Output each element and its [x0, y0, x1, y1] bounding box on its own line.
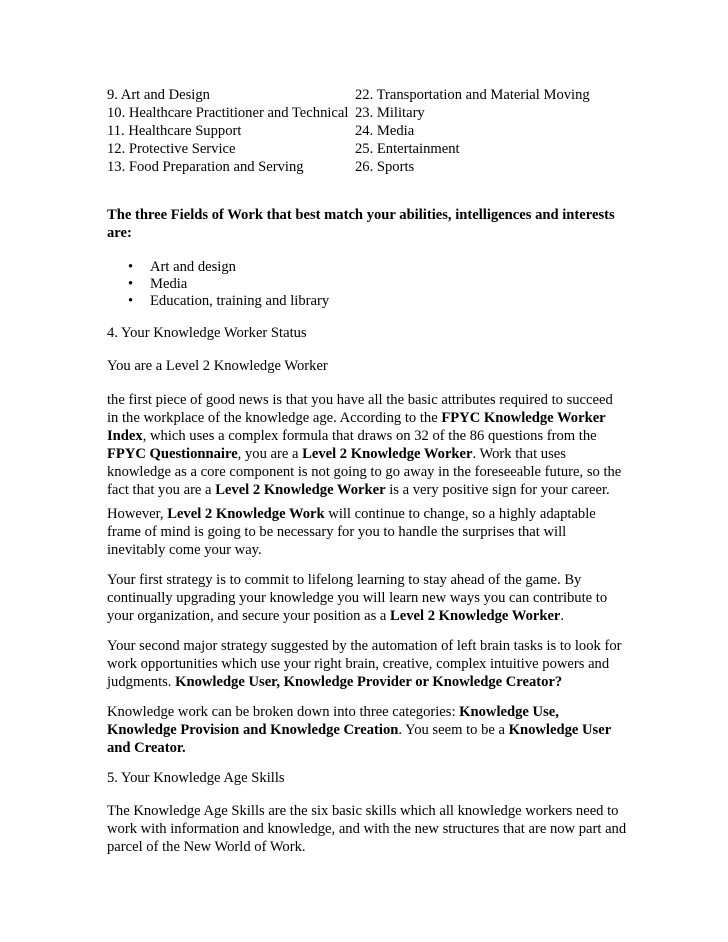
list-item [107, 86, 667, 104]
text-run: However, [107, 506, 168, 522]
field-item: 24. Media [355, 123, 415, 139]
text-run-bold: FPYC Questionnaire [107, 446, 238, 462]
bullet-icon: • [128, 276, 134, 292]
text-run: , which uses a complex formula that draws on 32 of the 86 questions from the [142, 428, 597, 444]
paragraph [107, 571, 627, 625]
section-5-heading: 5. Your Knowledge Age Skills [107, 770, 285, 786]
list-item [107, 122, 667, 140]
text-run-bold: Level 2 Knowledge Worker [390, 608, 561, 624]
text-run: Your second major strategy suggested by the automation of left brain tasks is to look for work opportunities which use your right brain, creative, complex intuitive powers and judgments. [107, 638, 622, 690]
fields-of-work-list [107, 86, 667, 176]
paragraph [107, 703, 627, 757]
fields-heading-line: are: [107, 225, 132, 241]
text-run: . You seem to be a [398, 722, 509, 738]
field-item: 25. Entertainment [355, 141, 460, 157]
text-run: . [560, 608, 565, 624]
paragraph [107, 637, 627, 691]
list-item [125, 258, 329, 275]
field-item: 22. Transportation and Material Moving [355, 87, 590, 103]
field-item: 9. Art and Design [107, 87, 210, 103]
list-item [107, 140, 667, 158]
text-run: Knowledge work can be broken down into three categories: [107, 704, 460, 720]
list-item-label: Education, training and library [150, 293, 330, 309]
paragraph [107, 505, 627, 559]
field-item: 26. Sports [355, 159, 415, 175]
text-run-bold: Level 2 Knowledge Work [167, 506, 325, 522]
text-run-bold: Knowledge Use, Knowledge Provision and Knowledge Creation [107, 704, 559, 738]
section-4-heading: 4. Your Knowledge Worker Status [107, 325, 307, 341]
text-run: the first piece of good news is that you have all the basic attributes required to succeed in the workplace of the knowledge age. According to the [107, 392, 613, 426]
fields-heading-line: The three Fields of Work that best match your abilities, intelligences and interests [107, 207, 615, 223]
paragraph [107, 391, 627, 499]
text-run: . Work that uses knowledge as a core component is not going to go away in the foreseeable future, so the fact that you are a [107, 446, 622, 498]
text-run-bold: Knowledge User and Creator. [107, 722, 611, 756]
text-run-bold: Level 2 Knowledge Worker [302, 446, 473, 462]
fields-heading [107, 206, 627, 242]
field-item: 23. Military [355, 105, 425, 121]
field-item: 11. Healthcare Support [107, 123, 242, 139]
bullet-icon: • [128, 259, 134, 275]
list-item [107, 104, 667, 122]
list-item [125, 275, 329, 292]
text-run: , you are a [237, 446, 303, 462]
paragraph: The Knowledge Age Skills are the six basic skills which all knowledge workers need to work with information and knowledge, and with the new structures that are now part and parcel of the New World of Work. [107, 803, 627, 855]
list-item [125, 292, 329, 309]
field-item: 10. Healthcare Practitioner and Technical [107, 105, 349, 121]
text-run-bold: FPYC Knowledge Worker Index [107, 410, 606, 444]
bullet-icon: • [128, 293, 134, 309]
text-run: is a very positive sign for your career. [385, 482, 610, 498]
top-fields-list [125, 258, 329, 309]
text-run: will continue to change, so a highly adaptable frame of mind is going to be necessary for you to handle the surprises that will inevitably come your way. [107, 506, 596, 558]
field-item: 12. Protective Service [107, 141, 236, 157]
text-run-bold: Level 2 Knowledge Worker [215, 482, 386, 498]
text-run-bold: Knowledge User, Knowledge Provider or Knowledge Creator? [175, 674, 563, 690]
list-item-label: Art and design [150, 259, 236, 275]
list-item-label: Media [150, 276, 188, 292]
list-item [107, 158, 667, 176]
knowledge-level-line: You are a Level 2 Knowledge Worker [107, 358, 328, 374]
text-run: Your first strategy is to commit to lifelong learning to stay ahead of the game. By continually upgrading your knowledge you will learn new ways you can contribute to your organization, and secure your position as a [107, 572, 608, 624]
field-item: 13. Food Preparation and Serving [107, 159, 304, 175]
